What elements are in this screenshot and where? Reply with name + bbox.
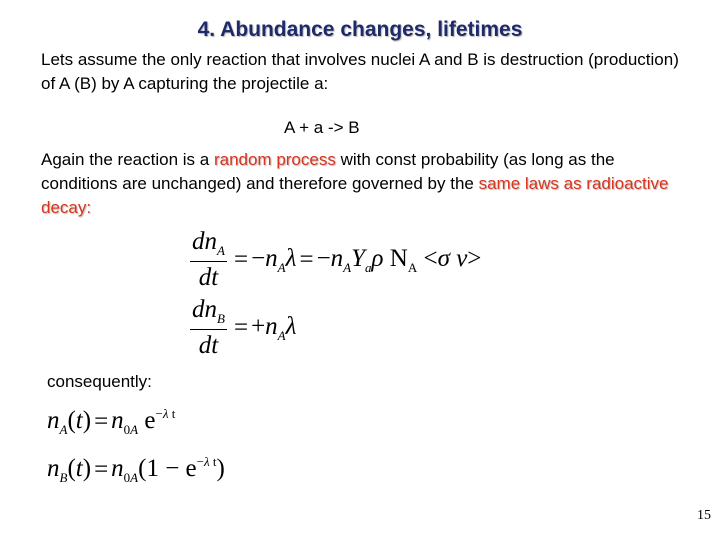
rate-equation-b: $\frac{dn_B}{dt}$ = $+n_A\lambda$	[192, 296, 297, 359]
slide-title: 4. Abundance changes, lifetimes	[197, 18, 523, 41]
page-number: 15	[697, 508, 711, 523]
consequently-label: consequently:	[47, 372, 152, 391]
rate-equation-a: $\frac{dn_A}{dt}$ = $-n_A\lambda$ = $-n_AY_a\rho$ $N_A <\sigma$ v>	[192, 228, 482, 291]
intro-paragraph: Lets assume the only reaction that involves nuclei A and B is destruction (production) of A (B) by A capturing the projectile a:	[41, 50, 679, 93]
solution-equation-b: $n_B(t)$ = $n_{0A}(1 - e^{-\lambda t})$	[47, 454, 225, 485]
reaction-description	[41, 148, 681, 220]
highlight-same-laws: same laws as radioactive decay:	[41, 174, 669, 217]
desc-text-2: with const probability (as long as the conditions are unchanged) and therefore governed by the	[41, 150, 615, 193]
solution-equation-a: $n_A(t)$ = $n_{0A}$ $e^{-\lambda t}$	[47, 406, 176, 437]
fraction-dnA-dt: $\frac{dn_A}{dt}$	[192, 228, 225, 291]
fraction-dnB-dt: $\frac{dn_B}{dt}$	[192, 296, 225, 359]
desc-text-1: Again the reaction is a	[41, 150, 214, 169]
reaction-equation: A + a -> B	[284, 118, 360, 137]
highlight-random-process: random process	[213, 150, 336, 169]
